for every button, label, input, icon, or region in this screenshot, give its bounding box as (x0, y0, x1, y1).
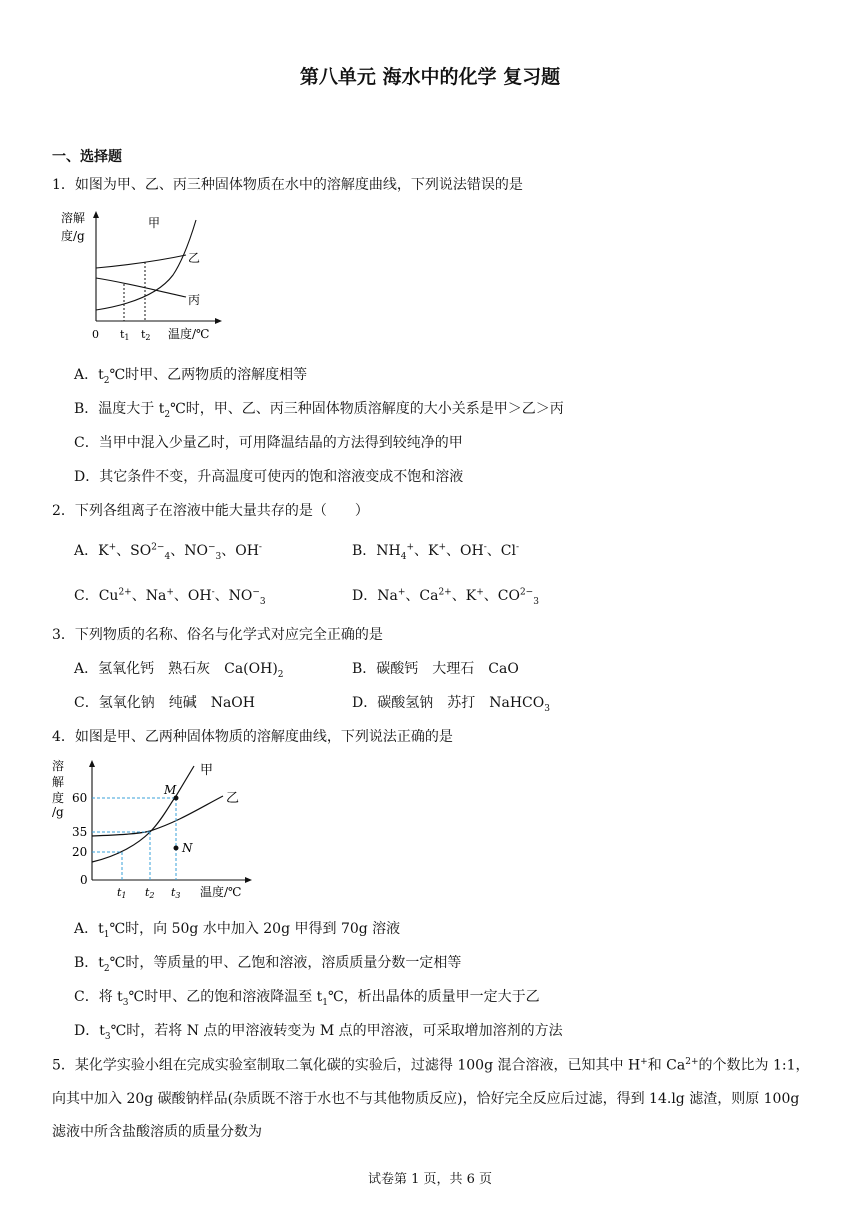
question-3-option-a: A．氢氧化钙 熟石灰 $Ca(OH)_2$ (74, 661, 284, 680)
question-4-option-a: A．$t_1℃$时，向 50g 水中加入 20g 甲得到 70g 溶液 (74, 921, 401, 940)
question-3-option-d: D．碳酸氢钠 苏打 NaHCO$_3$ (352, 695, 550, 714)
chart2-label-yi: 乙 (226, 791, 240, 806)
chart1-xlabel: 温度/℃ (168, 327, 210, 341)
question-1-stem: 1．如图为甲、乙、丙三种固体物质在水中的溶解度曲线，下列说法错误的是 (52, 177, 523, 193)
chart1-x-arrow (215, 318, 222, 324)
chart1-label-yi: 乙 (188, 251, 201, 265)
question-4-option-d: D．$t_3℃$时，若将 N 点的甲溶液转变为 M 点的甲溶液，可采取增加溶剂的方法 (74, 1023, 563, 1042)
question-4-option-b: B．$t_2℃$时，等质量的甲、乙饱和溶液，溶质质量分数一定相等 (74, 955, 462, 974)
question-4-option-c: C．将 $t_3℃$时甲、乙的饱和溶液降温至 $t_1℃$，析出晶体的质量甲一定大于乙 (74, 989, 540, 1008)
chart2-ylabel-3: 度 (52, 791, 65, 805)
chart2-ytick-60: 60 (72, 791, 88, 805)
chart2-t3: t3 (171, 886, 181, 900)
chart1-label-bing: 丙 (188, 293, 201, 307)
chart2-ytick-20: 20 (72, 845, 88, 859)
chart2-curve-yi (92, 796, 223, 836)
question-3-stem: 3．下列物质的名称、俗名与化学式对应完全正确的是 (52, 627, 383, 643)
question-5-stem: 5．某化学实验小组在完成实验室制取二氧化碳的实验后，过滤得 100g 混合溶液，已知其中 H+和 $Ca^{2+}$的个数比为 1:1，向其中加入 20g 碳酸钠样品(杂质既不溶于水也不与其他物质反应)，恰好完全反应后过滤，得到 14.lg 滤渣，则原 100g 滤液中所含盐酸溶质的质量分数为 (52, 1057, 810, 1140)
chart2-y-arrow (89, 760, 95, 767)
chart2-x-arrow (245, 877, 252, 883)
question-3-option-b: B．碳酸钙 大理石 CaO (352, 661, 519, 677)
chart1-curve-jia (96, 220, 196, 310)
chart2-ytick-35: 35 (72, 825, 88, 839)
question-2-stem: 2．下列各组离子在溶液中能大量共存的是（ ） (52, 503, 369, 519)
question-2-option-b: B．$NH_4^+$、K+、OH-、Cl- (352, 542, 520, 562)
chart2-ylabel-4: /g (52, 805, 64, 819)
chart2-t1: t1 (117, 886, 127, 900)
chart2-label-jia: 甲 (200, 763, 214, 778)
chart2-xlabel: 温度/℃ (200, 885, 242, 899)
chart1-label-jia: 甲 (148, 216, 161, 230)
chart1-origin: 0 (92, 328, 99, 341)
question-1-option-b: B．温度大于 $t_2℃$时，甲、乙、丙三种固体物质溶解度的大小关系是甲＞乙＞丙 (74, 401, 564, 420)
chart1-ylabel-2: 度/g (61, 229, 85, 243)
section-heading: 一、选择题 (52, 149, 122, 165)
question-3-option-c: C．氢氧化钠 纯碱 NaOH (74, 695, 255, 711)
chart2-t2: t2 (145, 886, 155, 900)
page-footer: 试卷第 1 页，共 6 页 (367, 1172, 493, 1187)
question-4-stem: 4．如图是甲、乙两种固体物质的溶解度曲线，下列说法正确的是 (52, 729, 453, 745)
question-1-option-c: C．当甲中混入少量乙时，可用降温结晶的方法得到较纯净的甲 (74, 435, 463, 451)
chart1-t1: t1 (120, 328, 130, 342)
chart2-label-n: N (182, 841, 193, 855)
question-1-option-a: A．$t_2℃$时甲、乙两物质的溶解度相等 (74, 367, 308, 386)
chart1-curve-bing (96, 278, 186, 297)
question-2-option-c: C．$Cu^{2+}$、Na+、OH-、$NO^-_3$ (74, 587, 266, 607)
chart1-y-arrow (93, 211, 99, 218)
solubility-chart-1 (58, 205, 228, 345)
chart1-t2: t2 (141, 328, 151, 342)
chart1-curve-yi (96, 255, 186, 268)
page-title: 第八单元 海水中的化学 复习题 (299, 66, 561, 88)
chart1-ylabel-1: 溶解 (61, 211, 86, 225)
question-2-option-a: A．K+、$SO^{2-}_4$、$NO^-_3$、OH- (74, 542, 262, 562)
chart2-ylabel-1: 溶 (52, 759, 65, 773)
chart2-ytick-0: 0 (80, 873, 88, 887)
solubility-chart-2 (48, 756, 258, 906)
question-2-option-d: D．Na+、$Ca^{2+}$、K+、$CO^{2-}_3$ (352, 587, 539, 607)
chart2-label-m: M (164, 783, 177, 797)
question-1-option-d: D．其它条件不变，升高温度可使丙的饱和溶液变成不饱和溶液 (74, 469, 464, 485)
chart2-point-n (174, 846, 179, 851)
chart2-curve-jia (92, 766, 194, 862)
chart2-ylabel-2: 解 (52, 775, 65, 789)
